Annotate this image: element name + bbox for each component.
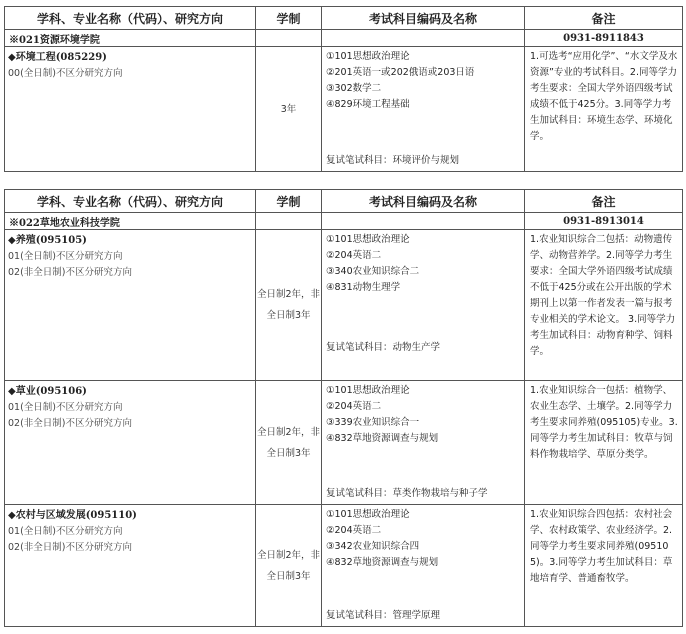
direction: 01(全日制)不区分研究方向 xyxy=(8,251,123,262)
direction: 02(非全日制)不区分研究方向 xyxy=(8,418,133,429)
major-name: ◆农村与区域发展(095110) xyxy=(8,510,137,521)
subjects-cell xyxy=(322,47,525,172)
table-row xyxy=(5,505,683,627)
direction: 01(全日制)不区分研究方向 xyxy=(8,526,123,537)
major-name: ◆环境工程(085229) xyxy=(8,52,107,63)
subject: ③340农业知识综合二 xyxy=(326,266,420,277)
header-duration: 学制 xyxy=(256,7,322,30)
subject: ①101思想政治理论 xyxy=(326,51,410,62)
header-remark: 备注 xyxy=(525,7,683,30)
subject: ④831动物生理学 xyxy=(326,282,401,293)
subject: ③342农业知识综合四 xyxy=(326,541,420,552)
department-phone: 0931-8911843 xyxy=(525,30,683,47)
subject: ②204英语二 xyxy=(326,401,382,412)
retest-subject: 复试笔试科目：草类作物栽培与种子学 xyxy=(326,488,488,499)
remark: 1.农业知识综合一包括：植物学、农业生态学、土壤学。2.同等学力考生要求同养殖(095105)专业。3.同等学力考生加试科目：牧草与饲料作物栽培学、草原分类学。 xyxy=(525,381,683,505)
direction: 02(非全日制)不区分研究方向 xyxy=(8,267,133,278)
subject: ④832草地资源调查与规划 xyxy=(326,433,439,444)
subject: ③339农业知识综合一 xyxy=(326,417,420,428)
department-name: ※022草地农业科技学院 xyxy=(5,213,256,230)
subject: ①101思想政治理论 xyxy=(326,234,410,245)
subject: ④832草地资源调查与规划 xyxy=(326,557,439,568)
major-cell xyxy=(5,381,256,505)
header-major: 学科、专业名称（代码）、研究方向 xyxy=(5,190,256,213)
department-phone: 0931-8913014 xyxy=(525,213,683,230)
direction: 01(全日制)不区分研究方向 xyxy=(8,402,123,413)
subject: ③302数学二 xyxy=(326,83,382,94)
direction: 02(非全日制)不区分研究方向 xyxy=(8,542,133,553)
department-row xyxy=(5,213,683,230)
subject: ②204英语二 xyxy=(326,250,382,261)
remark: 1.农业知识综合四包括：农村社会学、农村政策学、农业经济学。2.同等学力考生要求同养殖(095105)。3.同等学力考生加试科目：草地培育学、普通畜牧学。 xyxy=(525,505,683,627)
program-table-2 xyxy=(4,189,683,627)
direction: 00(全日制)不区分研究方向 xyxy=(8,68,123,79)
major-name: ◆草业(095106) xyxy=(8,386,87,397)
department-name: ※021资源环境学院 xyxy=(5,30,256,47)
duration: 全日制2年，非全日制3年 xyxy=(256,230,322,381)
header-duration: 学制 xyxy=(256,190,322,213)
table-row xyxy=(5,381,683,505)
header-row xyxy=(5,7,683,30)
subject: ①101思想政治理论 xyxy=(326,509,410,520)
subjects-cell xyxy=(322,381,525,505)
subjects-cell xyxy=(322,505,525,627)
major-name: ◆养殖(095105) xyxy=(8,235,87,246)
remark: 1.农业知识综合二包括：动物遗传学、动物营养学。2.同等学力考生要求：全国大学外语四级考试成绩不低于425分或在公开出版的学术期刊上以第一作者发表一篇与报考专业相关的学术论文。 3.同等学力考生加试科目：动物育种学、饲料学。 xyxy=(525,230,683,381)
retest-subject: 复试笔试科目：动物生产学 xyxy=(326,342,441,353)
subject: ④829环境工程基础 xyxy=(326,99,410,110)
duration: 全日制2年，非全日制3年 xyxy=(256,381,322,505)
duration: 全日制2年，非全日制3年 xyxy=(256,505,322,627)
header-remark: 备注 xyxy=(525,190,683,213)
major-cell xyxy=(5,47,256,172)
table-row xyxy=(5,230,683,381)
department-row xyxy=(5,30,683,47)
subjects-cell xyxy=(322,230,525,381)
major-cell xyxy=(5,230,256,381)
header-major: 学科、专业名称（代码）、研究方向 xyxy=(5,7,256,30)
duration: 3年 xyxy=(256,47,322,172)
subject: ②201英语一或202俄语或203日语 xyxy=(326,67,475,78)
major-cell xyxy=(5,505,256,627)
subject: ①101思想政治理论 xyxy=(326,385,410,396)
header-subjects: 考试科目编码及名称 xyxy=(322,7,525,30)
subject: ②204英语二 xyxy=(326,525,382,536)
retest-subject: 复试笔试科目：环境评价与规划 xyxy=(326,155,460,166)
header-subjects: 考试科目编码及名称 xyxy=(322,190,525,213)
header-row xyxy=(5,190,683,213)
table-row xyxy=(5,47,683,172)
program-table-1 xyxy=(4,6,683,172)
remark: 1.可选考“应用化学”、“水文学及水资源”专业的考试科目。2.同等学力考生要求：全国大学外语四级考试成绩不低于425分。3.同等学力考生加试科目：环境生态学、环境化学。 xyxy=(525,47,683,172)
retest-subject: 复试笔试科目：管理学原理 xyxy=(326,610,441,621)
